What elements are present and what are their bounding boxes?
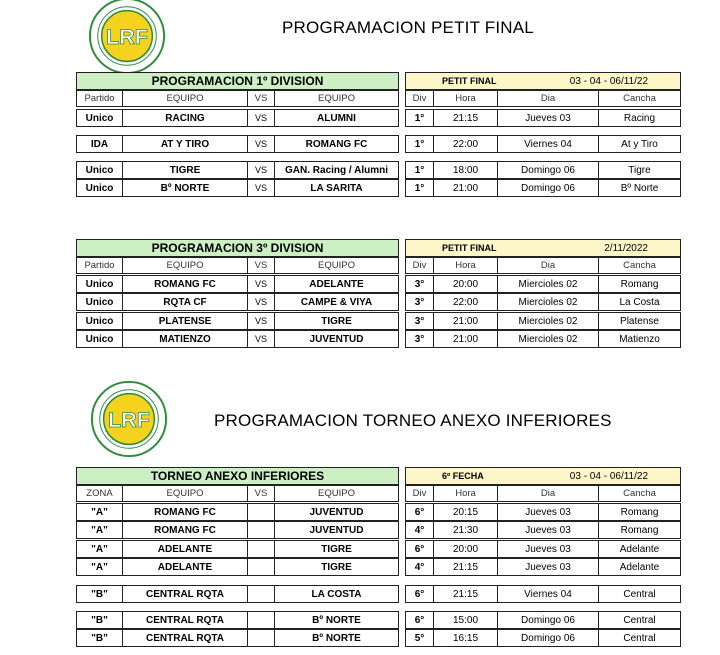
table-cell: 3°	[405, 275, 434, 293]
table-cell: 3°	[405, 312, 434, 330]
table-cell: Domingo 06	[497, 161, 599, 179]
table-cell: Viernes 04	[497, 135, 599, 153]
column-header: EQUIPO	[274, 257, 399, 274]
table-cell: Jueves 03	[497, 521, 599, 539]
table-cell: CAMPE & VIYA	[274, 293, 399, 311]
table-cell: 21:15	[433, 585, 498, 603]
table-cell: Central	[598, 585, 681, 603]
table-cell: 5°	[405, 629, 434, 647]
lrf-logo-2	[90, 380, 168, 458]
table-cell: 20:00	[433, 540, 498, 558]
table-cell: 6°	[405, 585, 434, 603]
table-cell: VS	[247, 179, 275, 197]
table-cell: VS	[247, 293, 275, 311]
table-cell	[247, 629, 275, 647]
table-cell: Jueves 03	[497, 503, 599, 521]
table-cell: 21:00	[433, 179, 498, 197]
table-cell: 1°	[405, 179, 434, 197]
page-title-anexo: PROGRAMACION TORNEO ANEXO INFERIORES	[214, 411, 612, 430]
table-cell: Central	[598, 629, 681, 647]
dates-label: 03 - 04 - 06/11/22	[569, 470, 648, 482]
logo-initials: LRF	[106, 24, 148, 49]
section-title: TORNEO ANEXO INFERIORES	[76, 467, 399, 485]
column-header: EQUIPO	[274, 90, 399, 107]
table-cell: "B"	[76, 611, 123, 629]
table-cell: Romang	[598, 275, 681, 293]
table-cell: Tigre	[598, 161, 681, 179]
table-cell: Adelante	[598, 540, 681, 558]
column-header: ZONA	[76, 485, 123, 502]
table-cell: ADELANTE	[122, 558, 248, 576]
table-cell: RQTA CF	[122, 293, 248, 311]
column-header: Partido	[76, 257, 123, 274]
table-cell: VS	[247, 312, 275, 330]
table-cell: ADELANTE	[122, 540, 248, 558]
section-phase-bar	[405, 239, 681, 257]
table-cell: Miercioles 02	[497, 293, 599, 311]
table-cell: Unico	[76, 275, 123, 293]
table-cell: ROMANG FC	[122, 503, 248, 521]
table-cell: JUVENTUD	[274, 503, 399, 521]
table-cell: ADELANTE	[274, 275, 399, 293]
table-cell: Central	[598, 611, 681, 629]
table-cell: Unico	[76, 179, 123, 197]
table-cell: ROMANG FC	[274, 135, 399, 153]
table-cell: 6°	[405, 540, 434, 558]
table-cell: "A"	[76, 558, 123, 576]
table-cell: Jueves 03	[497, 540, 599, 558]
table-cell: Viernes 04	[497, 585, 599, 603]
table-cell: CENTRAL RQTA	[122, 611, 248, 629]
table-cell: 21:15	[433, 109, 498, 127]
table-cell: "A"	[76, 540, 123, 558]
table-cell: 4°	[405, 558, 434, 576]
table-cell: Bº NORTE	[274, 629, 399, 647]
table-cell: VS	[247, 275, 275, 293]
table-cell: TIGRE	[274, 540, 399, 558]
table-cell: 3°	[405, 330, 434, 348]
dates-label: 03 - 04 - 06/11/22	[569, 75, 648, 87]
table-cell	[247, 558, 275, 576]
table-cell: Matienzo	[598, 330, 681, 348]
table-cell: VS	[247, 109, 275, 127]
column-header: Dia	[497, 485, 599, 502]
table-cell: Unico	[76, 330, 123, 348]
column-header: Div	[405, 485, 434, 502]
dates-label: 2/11/2022	[604, 242, 648, 254]
table-cell: JUVENTUD	[274, 521, 399, 539]
column-header: Hora	[433, 485, 498, 502]
column-header: Cancha	[598, 257, 681, 274]
table-cell	[247, 521, 275, 539]
table-cell: AT Y TIRO	[122, 135, 248, 153]
table-cell: GAN. Racing / Alumni	[274, 161, 399, 179]
lrf-logo	[88, 0, 166, 75]
table-cell: Unico	[76, 312, 123, 330]
logo-initials-2: LRF	[108, 407, 150, 432]
table-cell: Domingo 06	[497, 629, 599, 647]
table-cell: Romang	[598, 503, 681, 521]
table-cell: 1°	[405, 135, 434, 153]
table-cell: TIGRE	[274, 312, 399, 330]
table-cell: RACING	[122, 109, 248, 127]
table-cell: CENTRAL RQTA	[122, 585, 248, 603]
column-header: EQUIPO	[122, 485, 248, 502]
column-header: VS	[247, 485, 275, 502]
phase-label: PETIT FINAL	[442, 76, 497, 86]
table-cell: Platense	[598, 312, 681, 330]
table-cell: Domingo 06	[497, 179, 599, 197]
table-cell: 18:00	[433, 161, 498, 179]
table-cell: ALUMNI	[274, 109, 399, 127]
table-cell: "A"	[76, 521, 123, 539]
table-cell: 6°	[405, 611, 434, 629]
column-header: Partido	[76, 90, 123, 107]
table-cell: Bº NORTE	[122, 179, 248, 197]
page-title-petit-final: PROGRAMACION PETIT FINAL	[282, 18, 534, 37]
table-cell: Romang	[598, 521, 681, 539]
table-cell: TIGRE	[122, 161, 248, 179]
column-header: Hora	[433, 257, 498, 274]
table-cell: CENTRAL RQTA	[122, 629, 248, 647]
table-cell: LA COSTA	[274, 585, 399, 603]
table-cell: ROMANG FC	[122, 275, 248, 293]
table-cell: Miercioles 02	[497, 330, 599, 348]
column-header: EQUIPO	[274, 485, 399, 502]
table-cell: Miercioles 02	[497, 275, 599, 293]
table-cell: At y Tiro	[598, 135, 681, 153]
section-title: PROGRAMACION 1º DIVISION	[76, 72, 399, 90]
table-cell: "A"	[76, 503, 123, 521]
table-cell: 21:15	[433, 558, 498, 576]
table-cell: 1°	[405, 109, 434, 127]
column-header: VS	[247, 257, 275, 274]
column-header: Cancha	[598, 90, 681, 107]
table-cell: 22:00	[433, 293, 498, 311]
table-cell: 15:00	[433, 611, 498, 629]
table-cell: Jueves 03	[497, 558, 599, 576]
column-header: Dia	[497, 90, 599, 107]
table-cell: Jueves 03	[497, 109, 599, 127]
table-cell: VS	[247, 135, 275, 153]
column-header: Cancha	[598, 485, 681, 502]
table-cell: Miercioles 02	[497, 312, 599, 330]
table-cell: "B"	[76, 585, 123, 603]
table-cell: "B"	[76, 629, 123, 647]
table-cell: Bº NORTE	[274, 611, 399, 629]
table-cell: La Costa	[598, 293, 681, 311]
table-cell: 20:00	[433, 275, 498, 293]
table-cell: Bº Norte	[598, 179, 681, 197]
table-cell: 6°	[405, 503, 434, 521]
column-header: EQUIPO	[122, 257, 248, 274]
table-cell: Domingo 06	[497, 611, 599, 629]
phase-label: PETIT FINAL	[442, 243, 497, 253]
table-cell: VS	[247, 330, 275, 348]
table-cell: Unico	[76, 293, 123, 311]
table-cell	[247, 503, 275, 521]
table-cell: 16:15	[433, 629, 498, 647]
table-cell: Unico	[76, 161, 123, 179]
column-header: Dia	[497, 257, 599, 274]
table-cell: Racing	[598, 109, 681, 127]
table-cell: Unico	[76, 109, 123, 127]
table-cell: 21:30	[433, 521, 498, 539]
phase-label: 6º FECHA	[442, 471, 484, 481]
table-cell: ROMANG FC	[122, 521, 248, 539]
table-cell: PLATENSE	[122, 312, 248, 330]
table-cell: 3°	[405, 293, 434, 311]
table-cell: 21:00	[433, 312, 498, 330]
table-cell	[247, 585, 275, 603]
table-cell: VS	[247, 161, 275, 179]
table-cell: LA SARITA	[274, 179, 399, 197]
table-cell	[247, 540, 275, 558]
section-phase-bar	[405, 467, 681, 485]
table-cell: IDA	[76, 135, 123, 153]
column-header: Div	[405, 90, 434, 107]
table-cell: Adelante	[598, 558, 681, 576]
table-cell: 1°	[405, 161, 434, 179]
table-cell: 20:15	[433, 503, 498, 521]
section-phase-bar	[405, 72, 681, 90]
column-header: VS	[247, 90, 275, 107]
column-header: EQUIPO	[122, 90, 248, 107]
table-cell: 21:00	[433, 330, 498, 348]
table-cell: MATIENZO	[122, 330, 248, 348]
column-header: Hora	[433, 90, 498, 107]
column-header: Div	[405, 257, 434, 274]
table-cell: 4°	[405, 521, 434, 539]
table-cell: TIGRE	[274, 558, 399, 576]
table-cell: JUVENTUD	[274, 330, 399, 348]
table-cell	[247, 611, 275, 629]
section-title: PROGRAMACION 3º DIVISION	[76, 239, 399, 257]
table-cell: 22:00	[433, 135, 498, 153]
